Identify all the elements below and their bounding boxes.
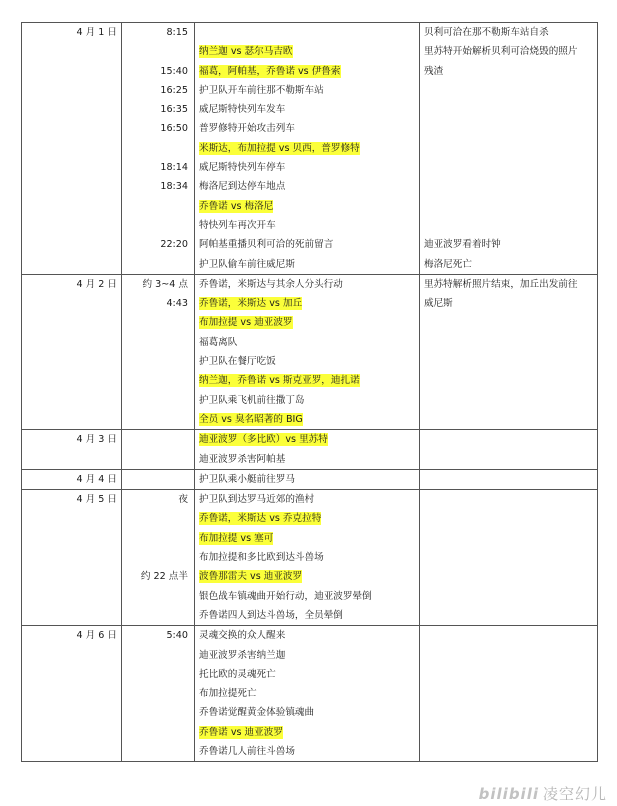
note-text <box>420 391 597 410</box>
time-text: 16:35 <box>160 104 188 116</box>
battle-event-text: 乔鲁诺 vs 迪亚波罗 <box>199 726 283 738</box>
note-text <box>420 430 597 449</box>
event-text: 乔鲁诺四人到达斗兽场，全员晕倒 <box>199 609 343 621</box>
day-row <box>22 490 598 626</box>
event-line <box>195 333 419 352</box>
time-text: 16:25 <box>160 84 188 96</box>
time-text <box>122 646 194 665</box>
event-text: 普罗修特开始攻击列车 <box>199 123 295 135</box>
note-cell <box>420 469 598 489</box>
note-text <box>420 490 597 509</box>
day-row <box>22 626 598 762</box>
event-line <box>195 371 419 390</box>
note-text <box>420 606 597 625</box>
event-text: 灵魂交换的众人醒来 <box>199 630 286 642</box>
day-row <box>22 274 598 429</box>
time-cell <box>122 430 195 470</box>
time-text <box>122 548 194 567</box>
event-line <box>195 490 419 509</box>
battle-event-text: 布加拉提 vs 塞可 <box>199 532 274 544</box>
time-text <box>122 450 194 469</box>
watermark <box>479 783 607 804</box>
event-line <box>195 410 419 429</box>
event-text: 护卫队乘小艇前往罗马 <box>199 473 295 485</box>
battle-event-text: 迪亚波罗（多比欧）vs 里苏特 <box>199 434 328 446</box>
note-text <box>420 684 597 703</box>
time-text: 22:20 <box>160 239 188 251</box>
note-text <box>420 703 597 722</box>
time-text <box>122 371 194 390</box>
time-text: 夜 <box>178 494 188 506</box>
note-text <box>420 371 597 390</box>
event-line <box>195 216 419 235</box>
event-line <box>195 177 419 196</box>
note-text <box>420 470 597 489</box>
battle-event-text: 乔鲁诺，米斯达 vs 乔克拉特 <box>199 513 322 525</box>
note-text <box>420 81 597 100</box>
note-text <box>420 587 597 606</box>
time-cell <box>122 274 195 429</box>
event-text: 布加拉提死亡 <box>199 688 257 700</box>
note-text <box>420 548 597 567</box>
battle-event-text: 布加拉提 vs 迪亚波罗 <box>199 317 293 329</box>
event-line <box>195 23 419 42</box>
note-text: 贝利可洽在那不勒斯车站自杀 <box>424 27 549 38</box>
note-text <box>420 100 597 119</box>
event-line <box>195 587 419 606</box>
watermark-logo: bilibili <box>478 785 539 803</box>
event-line <box>195 703 419 722</box>
event-line <box>195 197 419 216</box>
event-line <box>195 723 419 742</box>
note-text <box>420 139 597 158</box>
note-text <box>420 352 597 371</box>
event-text: 威尼斯特快列车停车 <box>199 162 286 174</box>
event-text: 护卫队到达罗马近郊的渔村 <box>199 494 315 506</box>
battle-event-text: 纳兰迦 vs 瑟尔马吉欧 <box>199 46 293 58</box>
date-cell <box>22 626 122 762</box>
battle-event-text: 福葛，阿帕基，乔鲁诺 vs 伊鲁索 <box>199 65 341 77</box>
time-text <box>122 665 194 684</box>
event-line <box>195 352 419 371</box>
event-line <box>195 626 419 645</box>
battle-event-text: 纳兰迦，乔鲁诺 vs 斯克亚罗，迪扎诺 <box>199 375 360 387</box>
battle-event-text: 乔鲁诺 vs 梅洛尼 <box>199 200 274 212</box>
event-line <box>195 139 419 158</box>
note-text: 里苏特解析照片结束，加丘出发前往 <box>424 278 578 290</box>
time-cell <box>122 23 195 275</box>
timeline-table <box>21 22 598 762</box>
event-line <box>195 567 419 586</box>
event-text: 护卫队乘飞机前往撒丁岛 <box>199 394 305 406</box>
time-text <box>122 606 194 625</box>
note-text <box>420 665 597 684</box>
time-text: 4:43 <box>166 298 188 310</box>
date-cell <box>22 430 122 470</box>
event-line <box>195 684 419 703</box>
note-cell <box>420 23 598 275</box>
time-cell <box>122 626 195 762</box>
event-line <box>195 529 419 548</box>
note-text <box>420 216 597 235</box>
note-cell <box>420 430 598 470</box>
date-label: 4 月 2 日 <box>76 278 117 290</box>
day-row <box>22 23 598 275</box>
day-row <box>22 430 598 470</box>
note-text <box>420 197 597 216</box>
time-text: 15:40 <box>160 65 188 77</box>
time-text <box>122 587 194 606</box>
time-text <box>122 216 194 235</box>
event-text: 乔鲁诺，米斯达与其余人分头行动 <box>199 278 343 290</box>
time-text <box>122 391 194 410</box>
event-text: 威尼斯特快列车发车 <box>199 104 286 116</box>
event-text: 护卫队开车前往那不勒斯车站 <box>199 84 324 96</box>
event-line <box>195 100 419 119</box>
date-label: 4 月 5 日 <box>76 494 117 506</box>
time-text <box>122 410 194 429</box>
note-text: 梅洛尼死亡 <box>424 258 472 270</box>
battle-event-text: 乔鲁诺，米斯达 vs 加丘 <box>199 298 303 310</box>
time-text: 18:34 <box>160 181 188 193</box>
event-line <box>195 430 419 449</box>
time-text <box>122 139 194 158</box>
event-text: 乔鲁诺觉醒黄金体验镇魂曲 <box>199 707 315 719</box>
date-label: 4 月 4 日 <box>76 473 117 485</box>
event-line <box>195 275 419 294</box>
date-cell <box>22 469 122 489</box>
timeline-body <box>22 23 598 762</box>
battle-event-text: 波鲁那雷夫 vs 迪亚波罗 <box>199 571 303 583</box>
note-text <box>420 333 597 352</box>
event-line <box>195 470 419 489</box>
event-text: 银色战车镇魂曲开始行动，迪亚波罗晕倒 <box>199 590 372 602</box>
time-text <box>122 430 194 449</box>
event-cell <box>195 430 420 470</box>
event-line <box>195 646 419 665</box>
note-text <box>420 119 597 138</box>
time-text <box>122 197 194 216</box>
event-line <box>195 665 419 684</box>
event-text: 托比欧的灵魂死亡 <box>199 668 276 680</box>
event-text: 迪亚波罗杀害阿帕基 <box>199 453 286 465</box>
event-text: 梅洛尼到达停车地点 <box>199 181 286 193</box>
event-line <box>195 235 419 254</box>
time-text <box>122 703 194 722</box>
note-text <box>420 567 597 586</box>
event-text: 护卫队偷车前往威尼斯 <box>199 258 295 270</box>
event-line <box>195 62 419 81</box>
note-text <box>420 158 597 177</box>
event-line <box>195 255 419 274</box>
event-line <box>195 81 419 100</box>
event-line <box>195 742 419 761</box>
time-cell <box>122 469 195 489</box>
event-text: 福葛离队 <box>199 336 238 348</box>
event-text: 布加拉提和多比欧到达斗兽场 <box>199 552 324 564</box>
time-text <box>122 529 194 548</box>
event-cell <box>195 469 420 489</box>
event-line <box>195 294 419 313</box>
time-text <box>122 352 194 371</box>
watermark-text: 凌空幻儿 <box>542 785 607 803</box>
time-text: 约 22 点半 <box>140 571 188 583</box>
note-cell <box>420 626 598 762</box>
date-label: 4 月 6 日 <box>76 630 117 642</box>
date-label: 4 月 3 日 <box>76 434 117 446</box>
battle-event-text: 米斯达，布加拉提 vs 贝西，普罗修特 <box>199 142 360 154</box>
note-text <box>420 410 597 429</box>
event-cell <box>195 274 420 429</box>
time-cell <box>122 490 195 626</box>
note-text <box>420 626 597 645</box>
event-text: 乔鲁诺几人前往斗兽场 <box>199 745 295 757</box>
time-text <box>122 723 194 742</box>
event-line <box>195 509 419 528</box>
event-line <box>195 606 419 625</box>
event-cell <box>195 23 420 275</box>
event-text: 阿帕基重播贝利可洽的死前留言 <box>199 239 334 251</box>
time-text <box>122 742 194 761</box>
note-text: 残渣 <box>424 65 444 77</box>
date-cell <box>22 23 122 275</box>
time-text <box>122 42 194 61</box>
time-text: 5:40 <box>166 630 188 642</box>
note-text <box>420 509 597 528</box>
note-text <box>420 742 597 761</box>
note-text <box>420 450 597 469</box>
time-text: 16:50 <box>160 123 188 135</box>
event-line <box>195 313 419 332</box>
note-text <box>420 177 597 196</box>
time-text <box>122 255 194 274</box>
time-text <box>122 509 194 528</box>
event-line <box>195 158 419 177</box>
note-text <box>420 313 597 332</box>
event-cell <box>195 490 420 626</box>
date-label: 4 月 1 日 <box>76 27 117 38</box>
event-cell <box>195 626 420 762</box>
date-cell <box>22 490 122 626</box>
time-text: 18:14 <box>160 162 188 174</box>
event-text: 护卫队在餐厅吃饭 <box>199 356 276 368</box>
time-text <box>122 313 194 332</box>
event-line <box>195 391 419 410</box>
event-line <box>195 42 419 61</box>
note-text: 威尼斯 <box>424 298 453 310</box>
note-text <box>420 723 597 742</box>
note-text <box>420 529 597 548</box>
event-line <box>195 119 419 138</box>
note-cell <box>420 274 598 429</box>
date-cell <box>22 274 122 429</box>
time-text: 约 3~4 点 <box>142 278 188 290</box>
event-text: 迪亚波罗杀害纳兰迦 <box>199 649 286 661</box>
note-text: 迪亚波罗看着时钟 <box>424 239 501 251</box>
event-line <box>195 548 419 567</box>
time-text <box>122 684 194 703</box>
time-text <box>122 333 194 352</box>
note-text: 里苏特开始解析贝利可洽烧毁的照片 <box>424 46 578 58</box>
day-row <box>22 469 598 489</box>
time-text <box>122 470 194 489</box>
note-cell <box>420 490 598 626</box>
event-text: 特快列车再次开车 <box>199 219 276 231</box>
time-text: 8:15 <box>166 27 188 38</box>
event-line <box>195 450 419 469</box>
battle-event-text: 全员 vs 臭名昭著的 BIG <box>199 413 303 425</box>
note-text <box>420 646 597 665</box>
